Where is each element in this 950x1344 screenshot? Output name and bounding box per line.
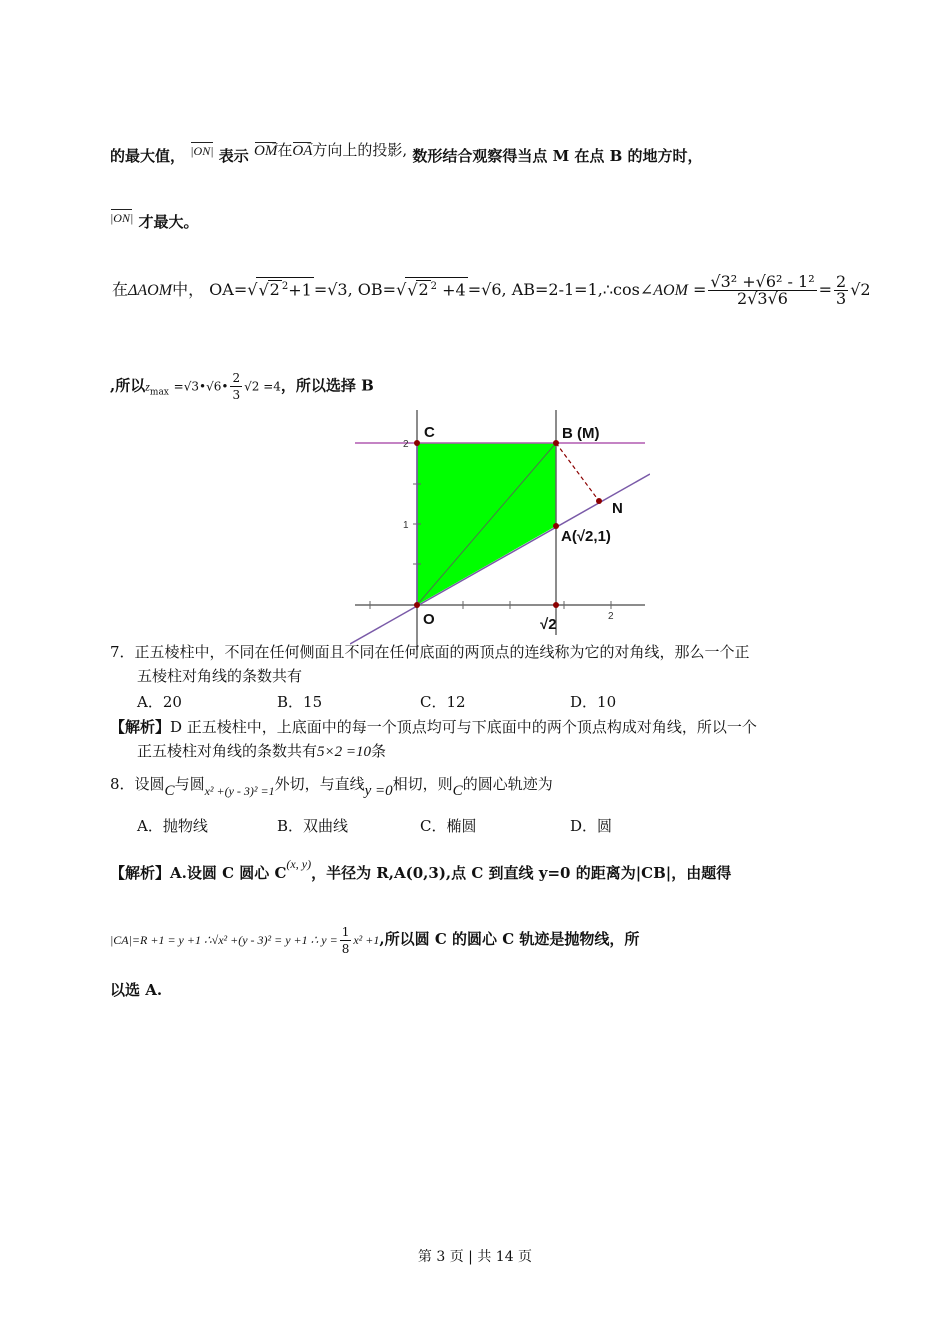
label-o: O — [423, 611, 435, 628]
q7-option-c: C．12 — [420, 693, 466, 711]
q8-answer-tag: 【解析】 — [110, 864, 171, 882]
q8-option-d: D．圆 — [570, 817, 613, 835]
label-sqrt2: √2 — [540, 616, 557, 633]
cos-result-tail: √2 — [850, 280, 871, 299]
para1-line — [110, 140, 703, 166]
q7-option-d: D．10 — [570, 693, 617, 711]
q7-answer-math: 5×2 =10 — [317, 744, 372, 760]
q8-answer-text-1: A.设圆 C 圆心 C — [170, 864, 287, 882]
on-abs: |ON| — [190, 141, 213, 161]
vector-oa: OA → — [292, 141, 312, 161]
para3-text-1: 在 — [112, 280, 129, 299]
q7-answer-text: D 正五棱柱中，上底面中的每一个顶点均可与下底面中的两个顶点构成对角线，所以一个 — [170, 718, 757, 736]
para1-zai: 在 — [277, 141, 293, 159]
oa-label: OA= — [209, 280, 248, 299]
para1-text-3: 方向上的投影, — [312, 141, 408, 159]
q8-option-a: A．抛物线 — [137, 817, 208, 835]
q7-line-1: 7．正五棱柱中，不同在任何侧面且不同在任何底面的两顶点的连线称为它的对角线，那么一个正 — [110, 643, 750, 661]
zmax-expr: =√3•√6• — [173, 379, 229, 394]
para1-text-1: 的最大值， — [110, 147, 186, 165]
para1-text-4: 数形结合观察得当点 M 在点 B 的地方时， — [412, 147, 703, 165]
q8-c1: C — [164, 783, 175, 799]
para2-text: 才最大。 — [138, 213, 199, 231]
vector-om: OM → — [254, 141, 277, 161]
q8-text-4: 相切，则 — [392, 775, 453, 793]
tick-label-y1: 1 — [403, 520, 409, 531]
q8-answer-math-tail: x² +1 — [353, 933, 380, 947]
triangle-aom: ΔAOM — [128, 282, 173, 299]
q8-answer-xy: (x, y) — [286, 857, 312, 871]
q8-answer-text-2: ，半径为 R,A(0,3),点 C 到直线 y=0 的距离为|CB|，由题得 — [311, 864, 732, 882]
cos-fraction — [708, 274, 816, 307]
para3-text-2: 中， — [172, 280, 205, 299]
label-n: N — [612, 500, 623, 517]
z-subscript: max — [149, 387, 169, 398]
on-abs-2: |ON| — [110, 208, 133, 228]
cos-result-fraction — [834, 274, 848, 307]
ob-radical: √2 $^2$ +4 — [405, 277, 467, 298]
cos-numerator: √3² +√6² - 1² — [710, 272, 815, 291]
tick-label-y2: 2 — [403, 439, 409, 450]
q8-text-5: 的圆心轨迹为 — [462, 775, 553, 793]
oa-result: =√3, — [313, 280, 353, 299]
q7-answer-tail: 条 — [371, 742, 387, 760]
q8-c2: C — [452, 783, 463, 799]
point-b — [553, 440, 559, 446]
z-var: z — [145, 379, 150, 394]
para1-text-2: 表示 — [218, 147, 249, 165]
q8-answer-text-3: ,所以圆 C 的圆心 C 轨迹是抛物线，所 — [379, 930, 640, 948]
oa-tail: +1 — [288, 280, 312, 299]
q7-answer-line-2 — [137, 741, 386, 762]
ob-tail: +4 — [442, 280, 466, 299]
segment-bn-dashed — [556, 443, 599, 501]
zmax-tail: √2 =4 — [244, 379, 281, 394]
q8-option-b: B．双曲线 — [277, 817, 349, 835]
q8-answer-math: |CA|=R +1 = y +1 ∴√x² +(y - 3)² = y +1 ∴ y = — [110, 933, 338, 947]
label-b-m: B (M) — [562, 425, 600, 442]
zmax-frac-num: 2 — [232, 371, 241, 385]
q7-option-a: A．20 — [137, 693, 182, 711]
para3-line: 在ΔAOM中， OA=√√2 $^2$+1 =√3, OB=√√2 $^2$ +4 =√6, AB=2-1=1,∴cos∠AOM = $\frac{\text{√3² +√6² - 1²}}{2√3√6}$ = $\frac{2}{3}$ √2 — [112, 272, 871, 308]
page-footer: 第 3 页 | 共 14 页 — [417, 1249, 533, 1265]
point-sqrt2 — [553, 602, 559, 608]
para4-text-1: ,所以 — [110, 376, 146, 395]
label-a: A(√2,1) — [561, 528, 611, 545]
point-n — [596, 498, 602, 504]
cos-result-num: 2 — [836, 272, 847, 291]
q7-answer-tag: 【解析】 — [110, 718, 171, 736]
q8-text-3: 外切，与直线 — [274, 775, 365, 793]
q8-answer-line-2 — [110, 922, 639, 957]
coordinate-figure — [350, 405, 650, 650]
cos-denominator: 2√3√6 — [737, 289, 788, 308]
q8-answer-line-1 — [110, 852, 731, 885]
label-c: C — [424, 424, 435, 441]
q8-line-1 — [110, 770, 553, 805]
para4-text-2: ，所以选择 B — [280, 376, 374, 395]
q8-circle-eq: x² +(y - 3)² =1 — [204, 784, 275, 798]
tick-label-x2: 2 — [608, 611, 614, 622]
q7-line-2: 五棱柱对角线的条数共有 — [137, 667, 303, 685]
q7-answer-line-1 — [110, 717, 757, 737]
q8-line-eq: y =0 — [364, 783, 393, 799]
q8-text-1: 8．设圆 — [110, 775, 165, 793]
q7-answer-text-2: 正五棱柱对角线的条数共有 — [137, 742, 318, 760]
q8-frac-den: 8 — [341, 941, 350, 956]
zmax-frac-den: 3 — [232, 388, 241, 402]
ob-label: OB= — [357, 280, 397, 299]
zmax-fraction — [230, 370, 242, 403]
para4-line — [110, 370, 374, 406]
q7-option-b: B．15 — [277, 693, 323, 711]
angle-aom: AOM — [653, 282, 688, 299]
ob-inner: 2 — [418, 280, 429, 299]
point-o — [414, 602, 420, 608]
cos-result-den: 3 — [836, 289, 847, 308]
point-a — [553, 523, 559, 529]
oa-inner: 2 — [269, 280, 280, 299]
ab-text: AB=2-1=1,∴cos∠ — [511, 280, 654, 299]
point-c — [414, 440, 420, 446]
q8-answer-fraction — [340, 924, 352, 957]
oa-radical: √2 $^2$+1 — [256, 277, 313, 298]
q8-text-2: 与圆 — [174, 775, 205, 793]
para2-line — [110, 208, 199, 232]
q8-frac-num: 1 — [341, 924, 350, 939]
q8-option-c: C．椭圆 — [420, 817, 477, 835]
ob-result: =√6, — [467, 280, 507, 299]
q8-answer-line-3: 以选 A. — [110, 981, 163, 999]
